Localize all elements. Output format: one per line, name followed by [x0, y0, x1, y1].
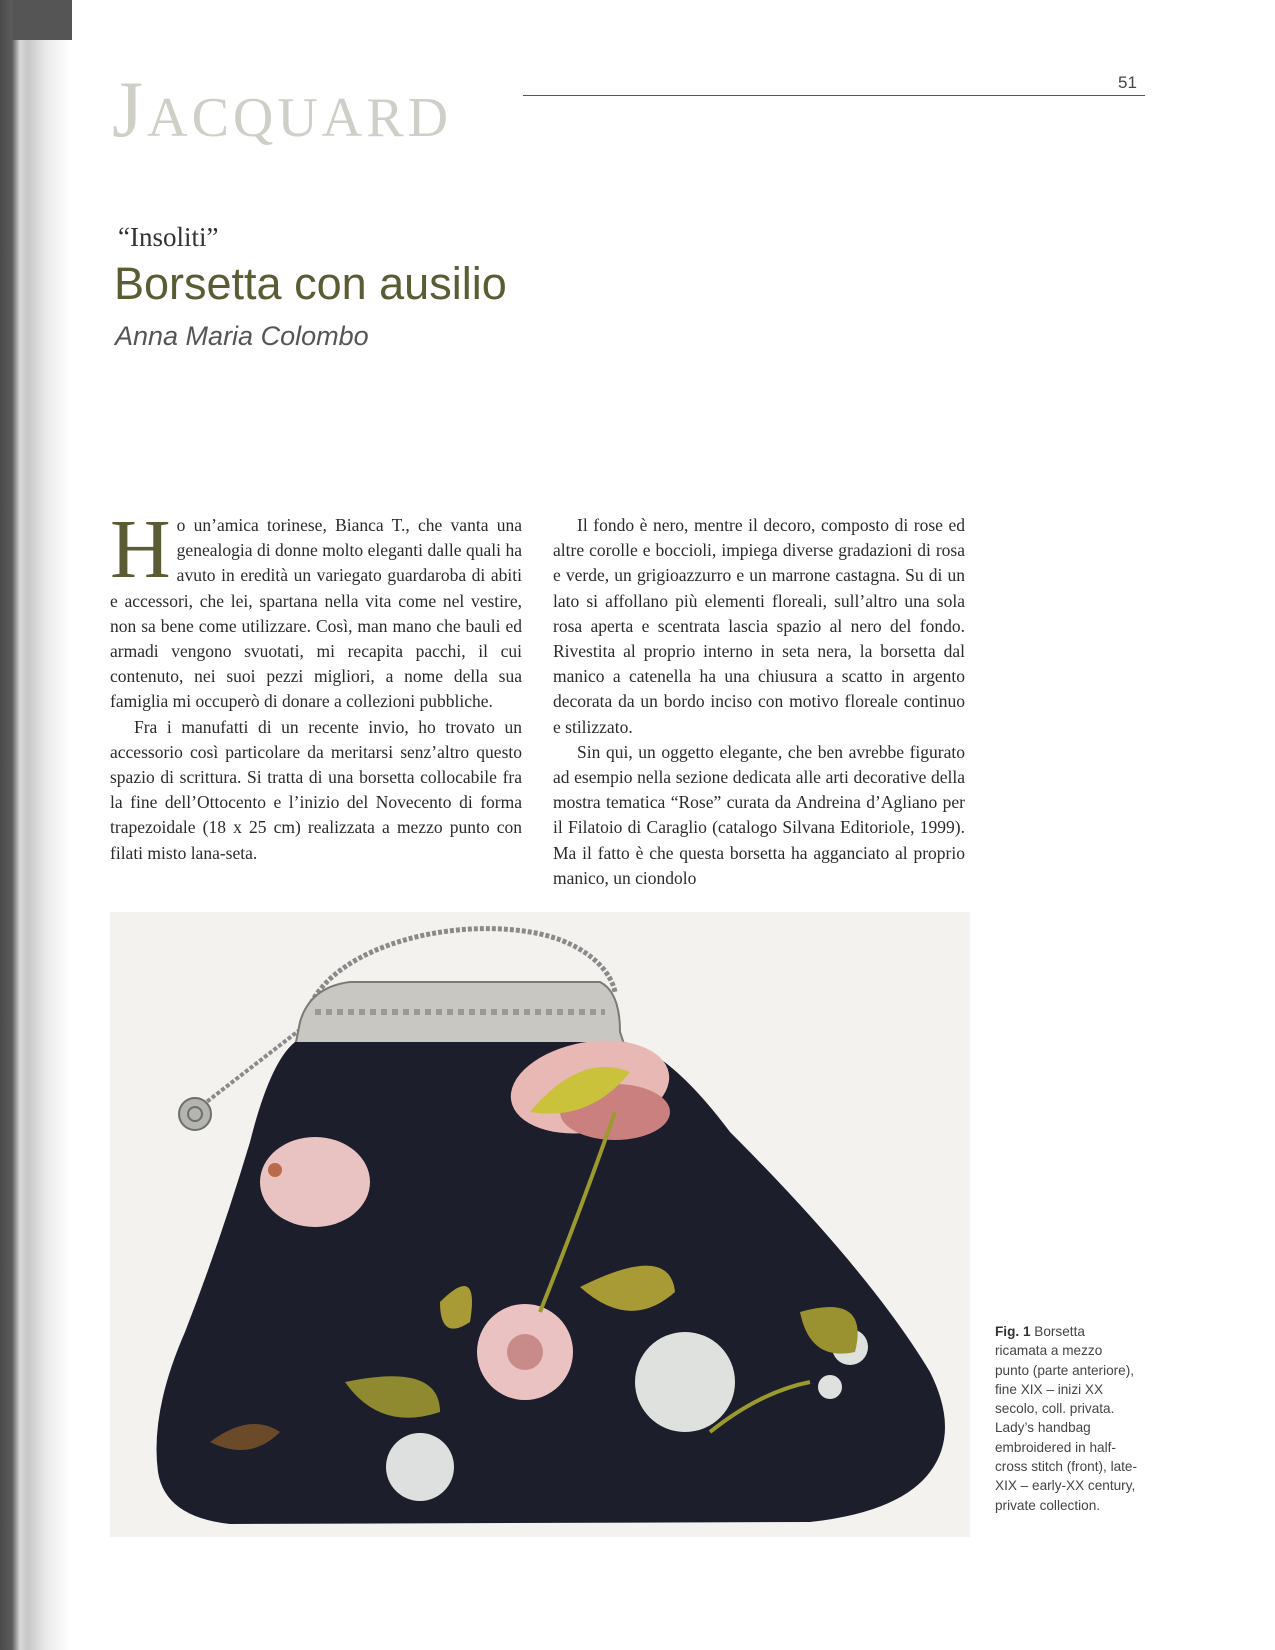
book-binding-shadow — [0, 0, 70, 1650]
scan-edge — [12, 0, 72, 40]
handbag-illustration — [110, 912, 970, 1537]
paragraph-4: Sin qui, un oggetto elegante, che ben avrebbe figurato ad esempio nella sezione dedicata alle arti decorative della mostra tematica “Rose” curata da Andreina d’Agliano per il Filatoio di Caraglio (catalogo Silvana Editoriole, 1999). Ma il fatto è che questa borsetta ha agganciato al proprio manico, un ciondolo — [553, 741, 965, 888]
paragraph-1 — [110, 503, 522, 715]
article-author: Anna Maria Colombo — [115, 321, 369, 351]
rose-left — [260, 1137, 370, 1227]
paragraph-3: Il fondo è nero, mentre il decoro, composto di rose ed altre corolle e boccioli, impiega diverse gradazioni di rosa e verde, un grigioazzurro e un marrone castagna. Su di un lato si affollano più elementi floreali, sull’altro una sola rosa aperta e scentrata lascia spazio al nero del fondo. Rivestita al proprio interno in seta nera, la borsetta dal manico a catenella ha una chiusura a scatto in argento decorata da un bordo inciso con motivo floreale continuo e stilizzato. — [553, 515, 965, 737]
caption-italian: Borsetta ricamata a mezzo punto (parte anteriore), fine XIX – inizi XX secolo, coll. privata. — [995, 1324, 1135, 1417]
text-column-right — [553, 513, 965, 891]
article-kicker: “Insoliti” — [118, 222, 219, 252]
paragraph-1-text: o un’amica torinese, Bianca T., che vanta una genealogia di donne molto eleganti dalle quali ha avuto in eredità un variegato guardaroba di abiti e accessori, che lei, spartana nella vita come nel vestire, non sa bene come utilizzare. Così, man mano che bauli ed armadi vengono svuotati, mi recapita pacchi, il cui contenuto, nei suoi pezzi migliori, a nome della sua famiglia mi occuperò di donare a collezioni pubbliche. — [110, 515, 522, 712]
paragraph-2: Fra i manufatti di un recente invio, ho trovato un accessorio così particolare da meritarsi senz’altro questo spazio di scrittura. Si tratta di una borsetta collocabile fra la fine dell’Ottocento e l’inizio del Novecento di forma trapezoidale (18 x 25 cm) realizzata a mezzo punto con filati misto lana-seta. — [110, 716, 522, 863]
handbag-photo — [110, 912, 970, 1537]
figure-caption — [995, 1322, 1140, 1515]
pendant-charm — [179, 1098, 211, 1130]
white-flower-large — [635, 1332, 735, 1432]
masthead: Jacquard — [112, 66, 453, 154]
page-number: 51 — [1118, 73, 1137, 92]
article-title: Borsetta con ausilio — [114, 258, 507, 309]
text-column-left — [110, 503, 522, 866]
drop-cap: H — [110, 503, 171, 596]
header-rule — [523, 95, 1145, 96]
figure-label: Fig. 1 — [995, 1324, 1031, 1339]
caption-english: Lady’s handbag embroidered in half-cross stitch (front), late-XIX – early-XX century, private collection. — [995, 1420, 1138, 1513]
white-flower-small — [386, 1433, 454, 1501]
